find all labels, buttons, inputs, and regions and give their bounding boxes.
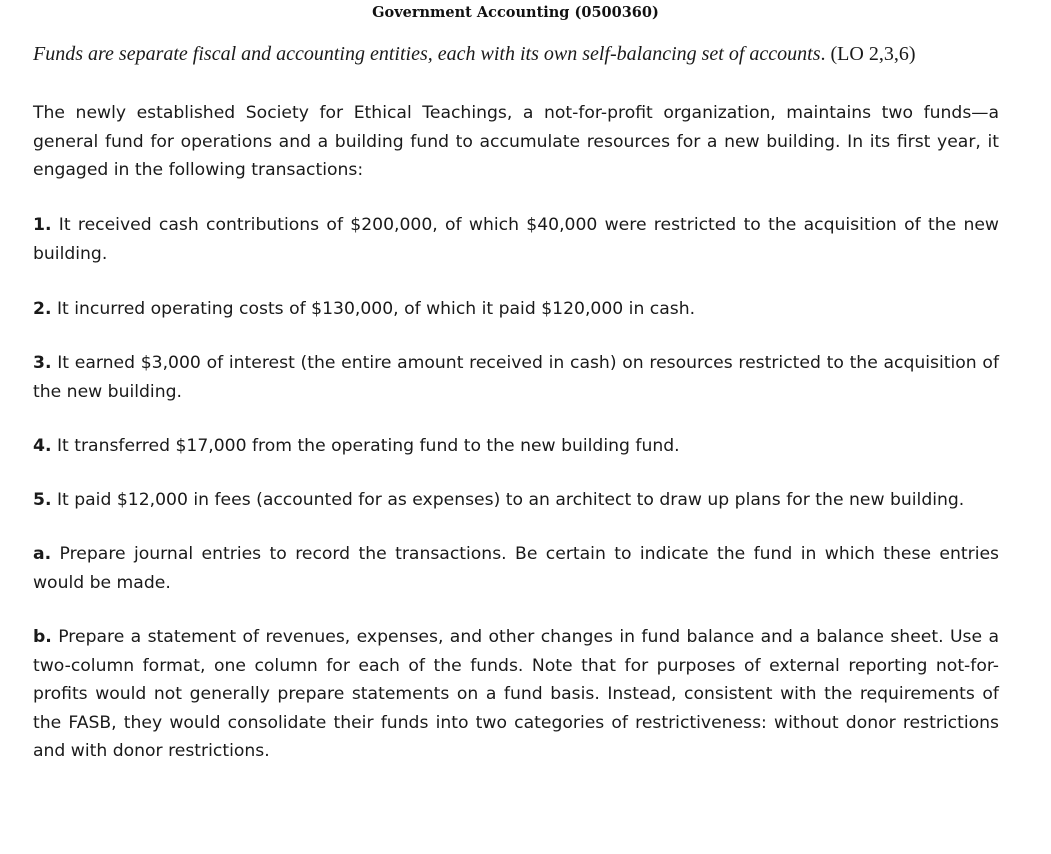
item-number: 4. (33, 436, 52, 456)
transaction-item (33, 486, 999, 515)
requirement-b (33, 623, 999, 766)
item-number: 2. (33, 299, 52, 319)
item-number: 5. (33, 490, 52, 510)
requirement-letter: a. (33, 544, 52, 564)
item-number: 1. (33, 215, 52, 235)
requirement-text: Prepare a statement of revenues, expenses, and other changes in fund balance and a balance sheet. Use a two-column format, one column for each of the funds. Note that for purposes of external reporting not-for-profits would not generally prepare statements on a fund basis. Instead, consistent with the requirements of the FASB, they would consolidate their funds into two categories of restrictiveness: without donor restrictions and with donor restrictions. (33, 627, 999, 761)
requirement-a (33, 540, 999, 597)
requirement-letter: b. (33, 627, 52, 647)
intro-paragraph: The newly established Society for Ethical Teachings, a not-for-profit organization, maintains two funds—a general fund for operations and a building fund to accumulate resources for a new building. In its first year, it engaged in the following transactions: (33, 103, 999, 180)
transaction-item (33, 432, 999, 461)
transaction-item (33, 211, 999, 268)
item-text: It paid $12,000 in fees (accounted for as expenses) to an architect to draw up plans for the new building. (51, 490, 965, 510)
item-text: It incurred operating costs of $130,000, of which it paid $120,000 in cash. (51, 299, 696, 319)
transaction-item (33, 295, 999, 324)
learning-objectives: (LO 2,3,6) (825, 43, 916, 65)
lead-statement: Funds are separate fiscal and accounting entities, each with its own self-balancing set of accounts (33, 43, 821, 65)
transaction-item (33, 349, 999, 406)
item-text: It received cash contributions of $200,000, of which $40,000 were restricted to the acquisition of the new building. (33, 215, 999, 264)
document-title: Government Accounting (0500360) (372, 4, 659, 21)
item-number: 3. (33, 353, 52, 373)
requirement-text: Prepare journal entries to record the transactions. Be certain to indicate the fund in which these entries would be made. (33, 544, 999, 593)
problem-lead (33, 44, 1003, 65)
item-text: It earned $3,000 of interest (the entire amount received in cash) on resources restricted to the acquisition of the new building. (33, 353, 999, 402)
lead-period: . (820, 43, 826, 65)
item-text: It transferred $17,000 from the operating fund to the new building fund. (51, 436, 680, 456)
